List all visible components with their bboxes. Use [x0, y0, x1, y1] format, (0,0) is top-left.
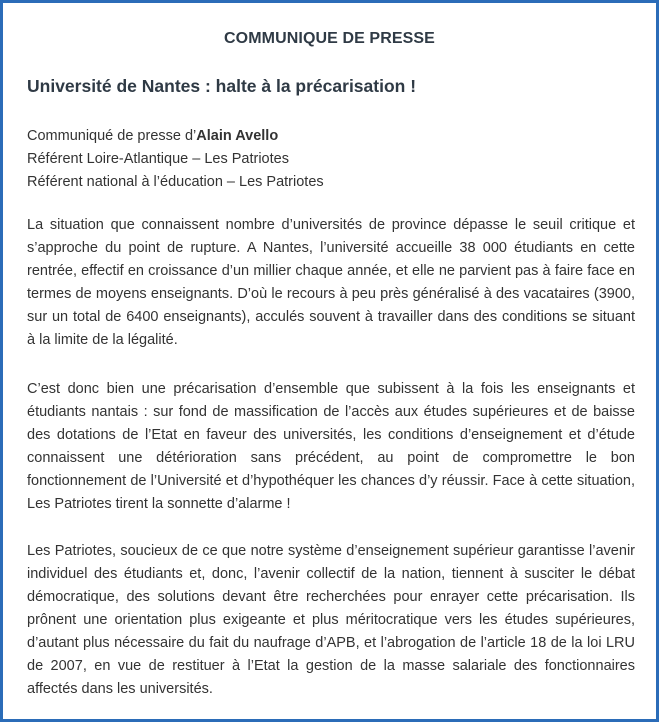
document-title: COMMUNIQUE DE PRESSE [224, 30, 435, 47]
headline: Université de Nantes : halte à la précarisation ! [27, 76, 417, 96]
author-role-2: Référent national à l’éducation – Les Patriotes [27, 174, 324, 190]
paragraph-2: C’est donc bien une précarisation d’ensemble que subissent à la fois les enseignants et étudiants nantais : sur fond de massification de l’accès aux études supérieures et de baisse des dotations de l’Etat en faveur des universités, les conditions d’enseignement et d’étude connaissent une détérioration sans précédent, au point de compromettre le bon fonctionnement de l’Université et d’hypothéquer les chances d’y réussir. Face à cette situation, Les Patriotes tirent la sonnette d’alarme ! [27, 381, 635, 512]
author-name: Alain Avello [196, 128, 279, 144]
author-block [27, 125, 632, 194]
paragraph-1: La situation que connaissent nombre d’universités de province dépasse le seuil critique et s’approche du point de rupture. A Nantes, l’université accueille 38 000 étudiants en cette rentrée, effectif en croissance d’un millier chaque année, et elle ne parvient pas à faire face en termes de moyens enseignants. D’où le recours à peu près généralisé à des vacataires (3900, sur un total de 6400 enseignants), acculés souvent à travailler dans des conditions se situant à la limite de la légalité. [27, 217, 635, 348]
author-role-1: Référent Loire-Atlantique – Les Patriotes [27, 151, 289, 167]
author-prefix: Communiqué de presse d’ [27, 128, 197, 144]
author-line [27, 125, 632, 148]
paragraph-3: Les Patriotes, soucieux de ce que notre système d’enseignement supérieur garantisse l’avenir individuel des étudiants et, donc, l’avenir collectif de la nation, tiennent à susciter le débat démocratique, des solutions devant être recherchées pour enrayer cette précarisation. Ils prônent une orientation plus exigeante et plus méritocratique vers les études supérieures, d’autant plus nécessaire du fait du naufrage d’APB, et l’abrogation de l’article 18 de la loi LRU de 2007, en vue de restituer à l’Etat la gestion de la masse salariale des fonctionnaires affectés dans les universités. [27, 543, 635, 697]
